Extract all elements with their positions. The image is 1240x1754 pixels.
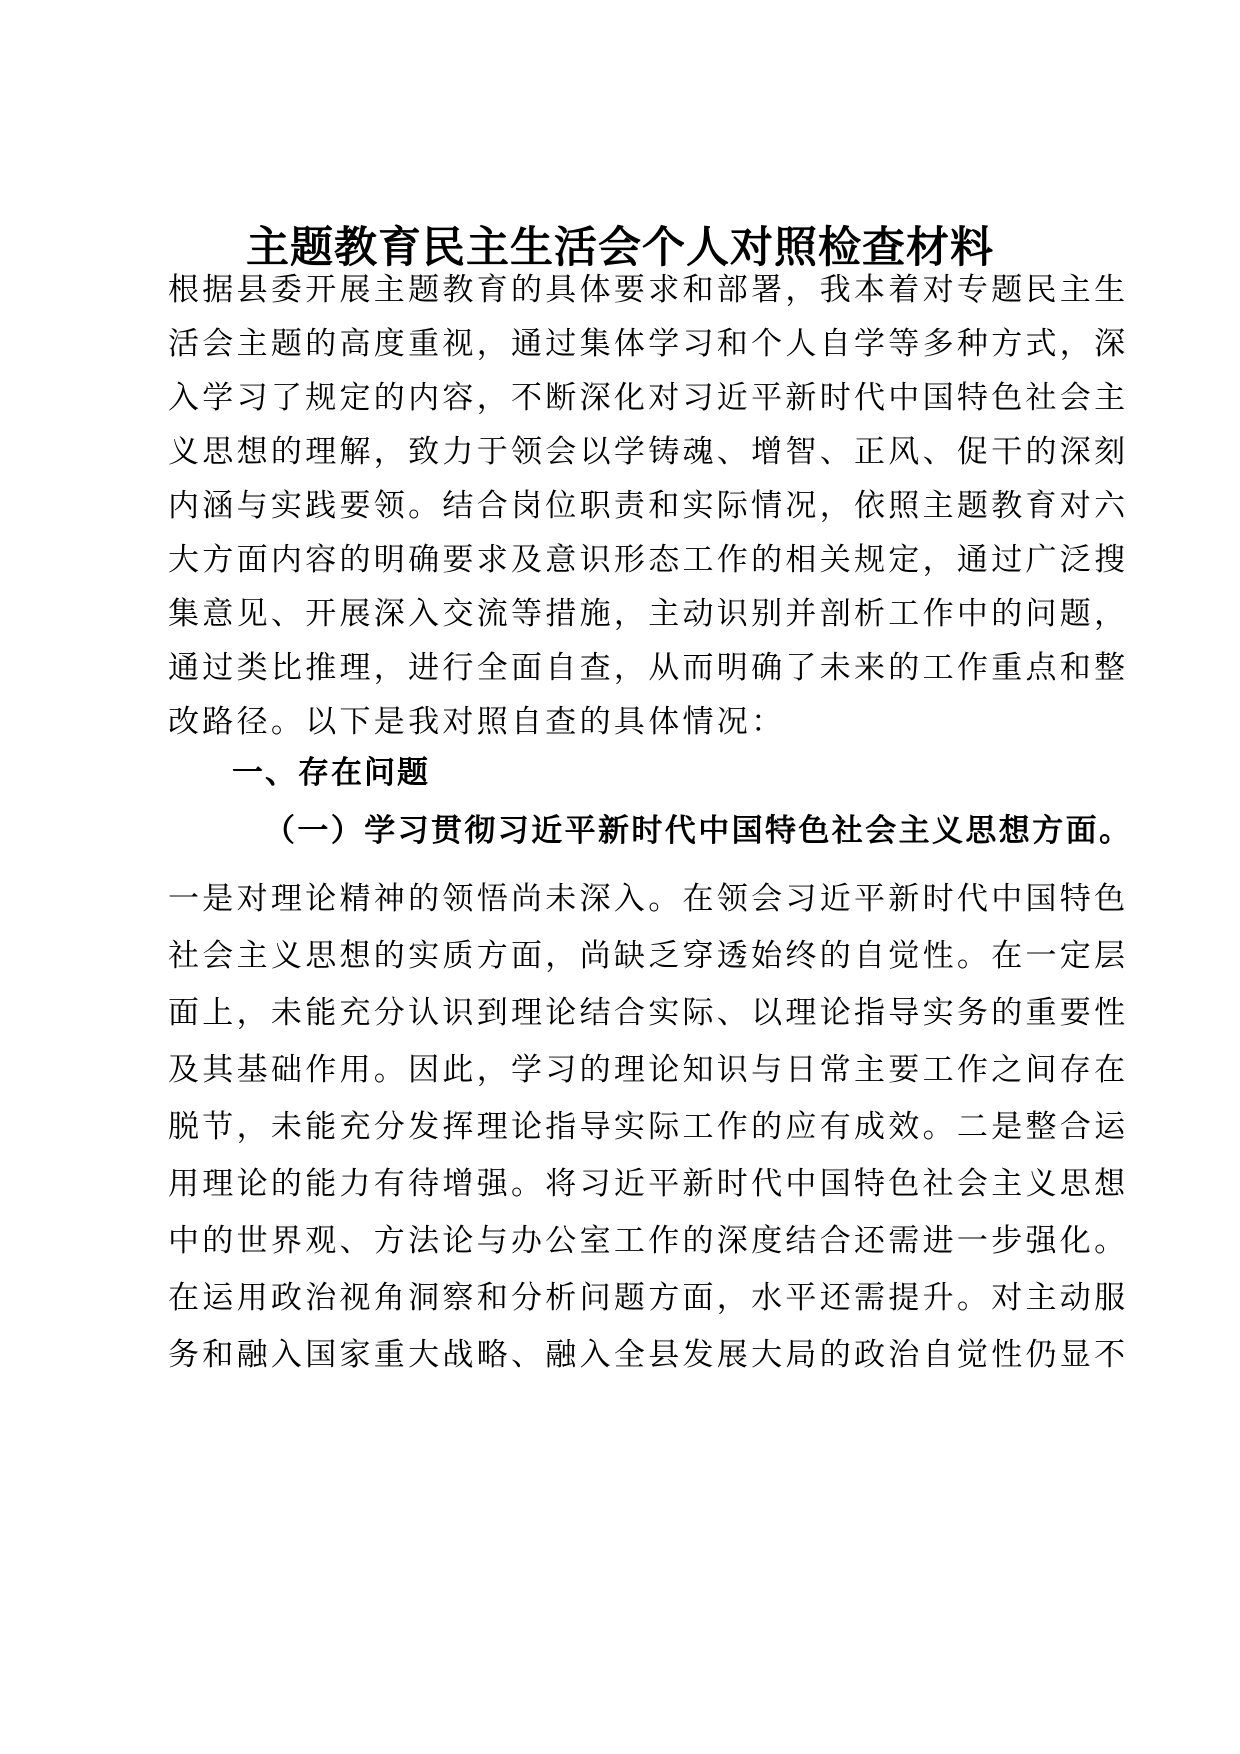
text-line: 用理论的能力有待增强。将习近平新时代中国特色社会主义思想 (168, 1166, 1129, 1202)
text-line: 大方面内容的明确要求及意识形态工作的相关规定，通过广泛搜 (168, 542, 1129, 578)
text-line: 改路径。以下是我对照自查的具体情况： (168, 704, 786, 740)
intro-paragraph (168, 263, 1129, 749)
text-line: 脱节，未能充分发挥理论指导实际工作的应有成效。二是整合运 (168, 1109, 1129, 1145)
text-line: 根据县委开展主题教育的具体要求和部署，我本着对专题民主生 (168, 272, 1129, 308)
document-title: 主题教育民主生活会个人对照检查材料 (246, 223, 994, 273)
text-line: 活会主题的高度重视，通过集体学习和个人自学等多种方式，深 (168, 326, 1129, 362)
text-line: 社会主义思想的实质方面，尚缺乏穿透始终的自觉性。在一定层 (168, 938, 1129, 974)
body-paragraph (168, 871, 1129, 1384)
text-line: 一是对理论精神的领悟尚未深入。在领会习近平新时代中国特色 (168, 881, 1129, 917)
text-line: 面上，未能充分认识到理论结合实际、以理论指导实务的重要性 (168, 995, 1129, 1031)
subsection-heading: （一）学习贯彻习近平新时代中国特色社会主义思想方面。 (264, 813, 1133, 849)
text-line: 在运用政治视角洞察和分析问题方面，水平还需提升。对主动服 (168, 1280, 1129, 1316)
text-line: 务和融入国家重大战略、融入全县发展大局的政治自觉性仍显不 (168, 1337, 1129, 1373)
text-line: 入学习了规定的内容，不断深化对习近平新时代中国特色社会主 (168, 380, 1129, 416)
text-line: 内涵与实践要领。结合岗位职责和实际情况，依照主题教育对六 (168, 488, 1129, 524)
section-heading: 一、存在问题 (232, 755, 430, 791)
text-line: 义思想的理解，致力于领会以学铸魂、增智、正风、促干的深刻 (168, 434, 1129, 470)
text-line: 及其基础作用。因此，学习的理论知识与日常主要工作之间存在 (168, 1052, 1129, 1088)
text-line: 中的世界观、方法论与办公室工作的深度结合还需进一步强化。 (168, 1223, 1129, 1259)
text-line: 通过类比推理，进行全面自查，从而明确了未来的工作重点和整 (168, 650, 1129, 686)
text-line: 集意见、开展深入交流等措施，主动识别并剖析工作中的问题， (168, 596, 1129, 632)
